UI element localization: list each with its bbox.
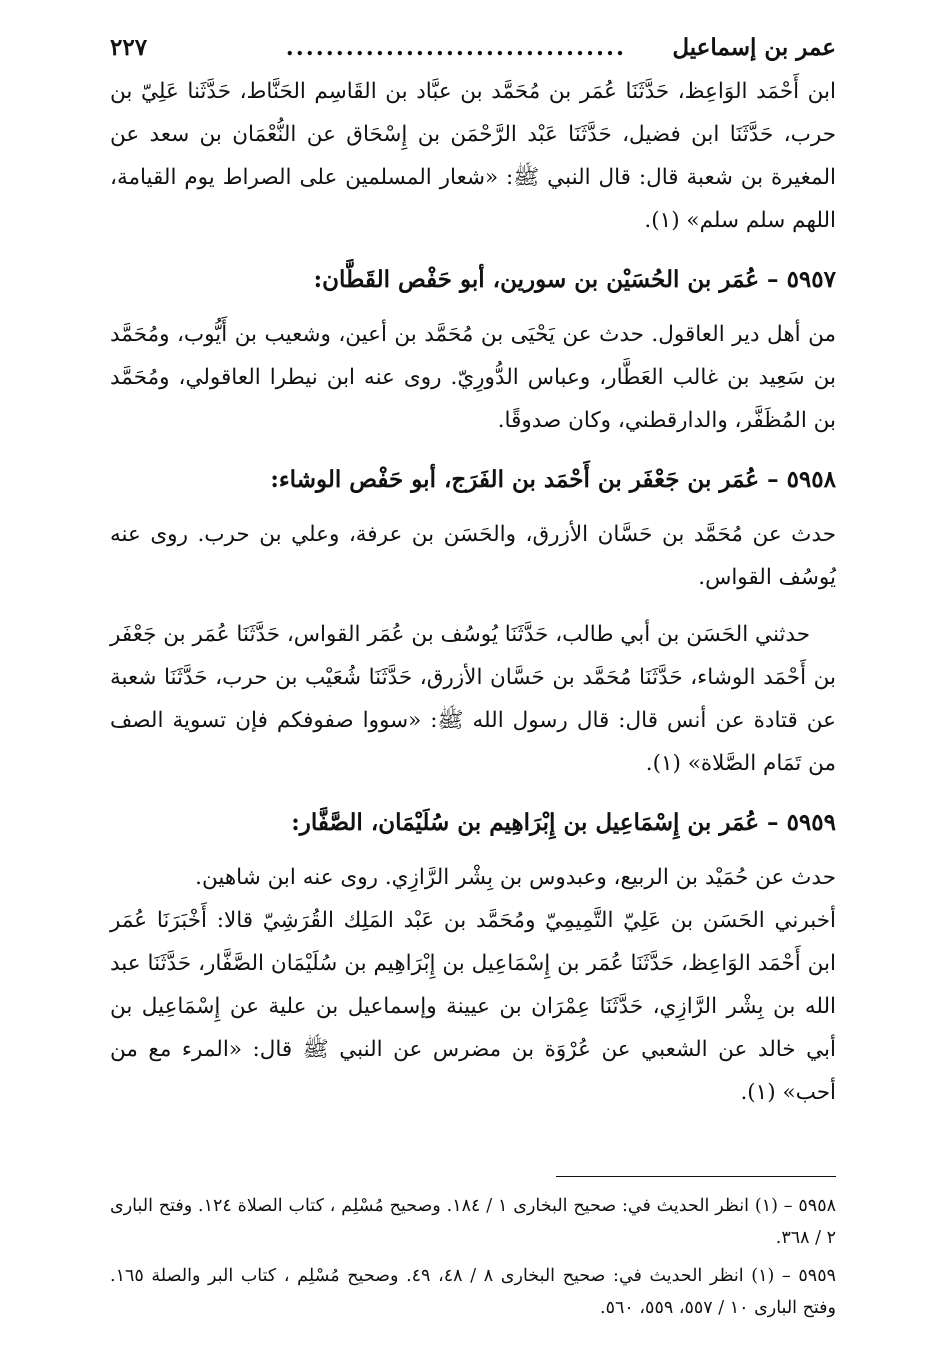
paragraph-entry-5959-bio: حدث عن حُمَيْد بن الربيع، وعبدوس بن بِشْر الرَّازِي. روى عنه ابن شاهين.: [195, 865, 836, 890]
running-title: عمر بن إسماعيل: [672, 34, 836, 61]
entry-heading-5959: ٥٩٥٩ – عُمَر بن إِسْمَاعِيل بن إِبْرَاهِيم بن سُلَيْمَان، الصَّفَّار:: [291, 809, 836, 836]
page-number: ٢٢٧: [110, 34, 148, 61]
footnote-5958: ٥٩٥٨ – (١) انظر الحديث في: صحيح البخارى ١ / ١٨٤. وصحيح مُسْلِم ، كتاب الصلاة ١٢٤. وفتح البارى ٢ / ٣٦٨.: [110, 1196, 836, 1248]
footnote-5959: ٥٩٥٩ – (١) انظر الحديث في: صحيح البخارى ٨ / ٤٨، ٤٩. وصحيح مُسْلِم ، كتاب البر والصلة ١٦٥. وفتح البارى ١٠ / ٥٥٧، ٥٥٩، ٥٦٠.: [110, 1266, 837, 1318]
paragraph-entry-5959-hadith: أخبرني الحَسَن بن عَلِيّ التَّمِيمِيّ ومُحَمَّد بن عَبْد المَلِك القُرَشِيّ قالا: أَخْبَرَنَا عُمَر ابن أَحْمَد الوَاعِظ، حَدَّثَنَا عُمَر بن إِسْمَاعِيل بن إِبْرَاهِيم بن سُلَيْمَان الصَّفَّار، حَدَّثَنَا عبد الله بن بِشْر الرَّازِي، حَدَّثَنَا عِمْرَان بن عيينة وإسماعيل بن علية عن إِسْمَاعِيل بن أبي خالد عن الشعبي عن عُرْوَة بن مضرس عن النبي ﷺ قال: «المرء مع من أحب» (١).: [110, 908, 836, 1105]
paragraph-entry-5958-bio: حدث عن مُحَمَّد بن حَسَّان الأزرق، والحَسَن بن عرفة، وعلي بن حرب. روى عنه يُوسُف القواس.: [110, 522, 836, 590]
entry-heading-5958: ٥٩٥٨ – عُمَر بن جَعْفَر بن أَحْمَد بن الفَرَج، أبو حَفْص الوشاء:: [270, 466, 836, 493]
paragraph-continued-hadith: ابن أَحْمَد الوَاعِظ، حَدَّثَنَا عُمَر بن مُحَمَّد بن عبَّاد بن القَاسِم الحَنَّاط، حَدَّثَنا عَلِيّ بن حرب، حَدَّثَنَا ابن فضيل، حَدَّثَنَا عَبْد الرَّحْمَن بن إِسْحَاق عن النُّعْمَان بن سعد عن المغيرة بن شعبة قال: قال النبي ﷺ: «شعار المسلمين على الصراط يوم القيامة، اللهم سلم سلم» (١).: [110, 79, 836, 233]
page-body: [110, 70, 836, 1114]
paragraph-entry-5957: من أهل دير العاقول. حدث عن يَحْيَى بن مُحَمَّد بن أعين، وشعيب بن أَيُّوب، ومُحَمَّد بن سَعِيد بن غالب العَطَّار، وعباس الدُّورِيّ. روى عنه ابن نيطرا العاقولي، ومُحَمَّد بن المُظَفَّر، والدارقطني، وكان صدوقًا.: [110, 322, 836, 433]
footnote-separator: [556, 1176, 836, 1177]
paragraph-entry-5958-hadith: حدثني الحَسَن بن أبي طالب، حَدَّثَنَا يُوسُف بن عُمَر القواس، حَدَّثَنَا عُمَر بن جَعْفَر بن أَحْمَد الوشاء، حَدَّثَنَا مُحَمَّد بن حَسَّان الأزرق، حَدَّثَنَا شُعَيْب بن حرب، حَدَّثَنَا شعبة عن قتادة عن أنس قال: قال رسول الله ﷺ: «سووا صفوفكم فإن تسوية الصف من تَمَام الصَّلاة» (١).: [110, 622, 836, 776]
entry-heading-5957: ٥٩٥٧ – عُمَر بن الحُسَيْن بن سورين، أبو حَفْص القَطَّان:: [313, 266, 836, 293]
footnotes: [110, 1190, 836, 1330]
header-leader-dots: ..................................: [285, 34, 626, 61]
page-header: [110, 30, 836, 66]
